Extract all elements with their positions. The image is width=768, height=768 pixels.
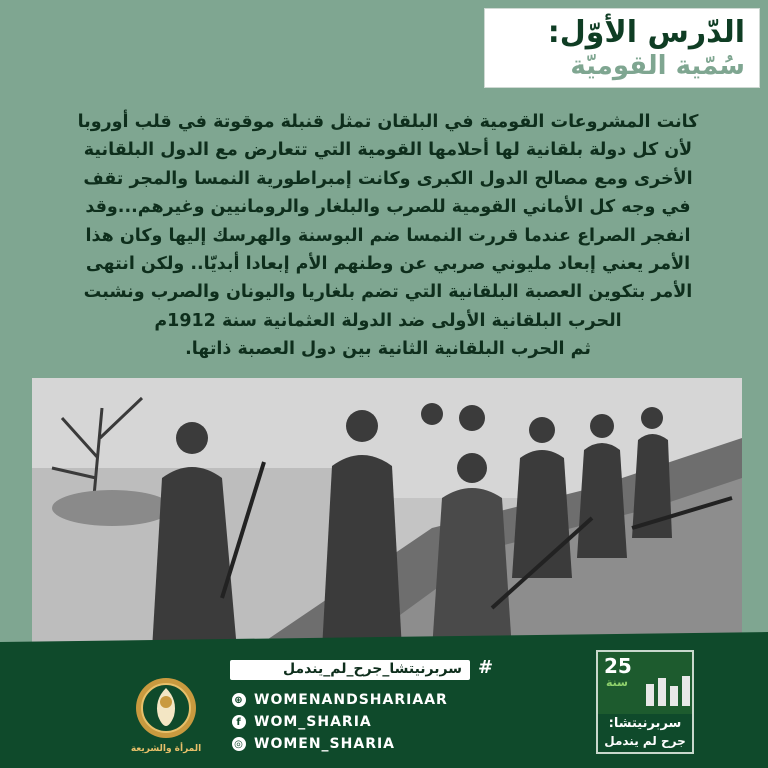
hashtag-box[interactable]	[230, 660, 470, 680]
paragraph-line: الأمر يعني إبعاد مليوني صربي عن وطنهم الأم إبعادا أبديّا.. ولكن انتهى	[85, 254, 691, 275]
paragraph-line: لأن كل دولة بلقانية لها أحلامها القومية التي تتعارض مع الدول البلقانية	[83, 140, 693, 161]
badge-line-1: سربرنيتشا:	[608, 716, 682, 731]
paragraph-line: الأمر بتكوين العصبة البلقانية التي تضم بلغاريا واليونان والصرب ونشبت	[83, 282, 693, 303]
srebrenica-badge	[596, 650, 694, 754]
lesson-title: الدّرس الأوّل:	[547, 15, 745, 50]
hash-sign: #	[478, 657, 494, 678]
paragraph-line: في وجه كل الأماني القومية للصرب والبلغار والرومانيين وغيرهم...وقد	[85, 197, 691, 218]
historical-photo	[32, 378, 742, 650]
hashtag-text: سربرنيتشا_جرح_لم_يندمل	[283, 661, 462, 677]
paragraph-line: الأخرى ومع مصالح الدول الكبرى وكانت إمبراطورية النمسا والمجر تقف	[83, 168, 693, 189]
paragraph-line: ثم الحرب البلقانية الثانية بين دول العصبة ذاتها.	[185, 339, 591, 360]
logo-emblem-icon	[128, 672, 204, 748]
graves-icon	[644, 666, 692, 710]
social-handle: WOMENANDSHARIAAR	[254, 692, 448, 708]
social-handle: WOMEN_SHARIA	[254, 736, 396, 752]
badge-line-2: جرح لم يندمل	[604, 734, 686, 748]
social-handle: WOM_SHARIA	[254, 714, 372, 730]
facebook-icon: f	[232, 715, 246, 729]
social-website[interactable]	[232, 690, 448, 710]
soldiers-trench-illustration	[32, 378, 742, 650]
title-card	[484, 8, 760, 88]
badge-year-word: سنة	[606, 676, 628, 689]
badge-number: 25	[604, 654, 632, 678]
website-icon: ⊕	[232, 693, 246, 707]
lesson-paragraph	[18, 108, 758, 364]
logo-caption: المرأة والشريعة	[130, 744, 202, 754]
paragraph-line: كانت المشروعات القومية في البلقان تمثل قنبلة موقوتة في قلب أوروبا	[77, 112, 699, 132]
instagram-icon: ◎	[232, 737, 246, 751]
lesson-subtitle: سُمّية القوميّة	[570, 51, 745, 81]
social-facebook[interactable]	[232, 712, 372, 732]
brand-logo	[128, 672, 204, 748]
social-instagram[interactable]	[232, 734, 395, 754]
paragraph-line: الحرب البلقانية الأولى ضد الدولة العثمانية سنة 1912م	[154, 310, 622, 331]
paragraph-line: انفجر الصراع عندما قررت النمسا ضم البوسنة والهرسك إليها وكان هذا	[85, 225, 691, 246]
